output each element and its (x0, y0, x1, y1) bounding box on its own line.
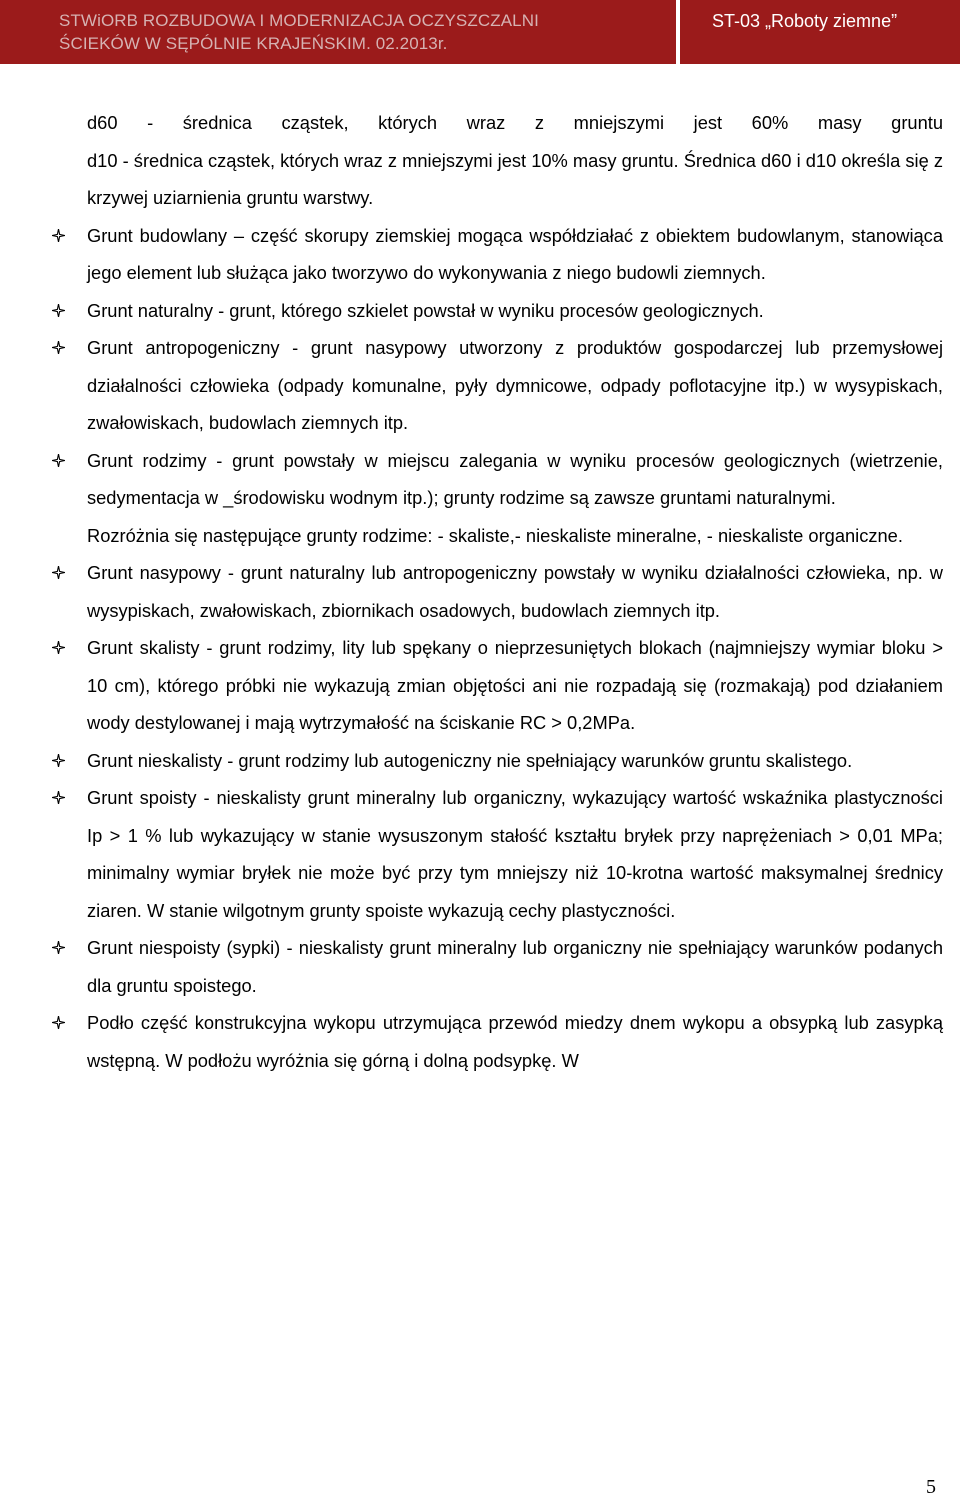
document-body (87, 104, 943, 1079)
definition-item (87, 554, 943, 629)
definition-text: Podło część konstrukcyjna wykopu utrzymująca przewód miedzy dnem wykopu a obsypką lub zasypką wstępną. W podłożu wyróżnia się górną i dolną podsypkę. W (87, 1012, 943, 1071)
header-title-line-2: ŚCIEKÓW W SĘPÓLNIE KRAJEŃSKIM. 02.2013r. (59, 34, 448, 53)
header-document-title (0, 0, 676, 64)
intro-paragraph-d10: d10 - średnica cząstek, których wraz z mniejszymi jest 10% masy gruntu. Średnica d60 i d10 określa się z krzywej uziarnienia gruntu warstwy. (87, 149, 943, 208)
diamond-star-bullet-icon (48, 929, 68, 967)
definition-text: Grunt spoisty - nieskalisty grunt mineralny lub organiczny, wykazujący wartość wskaźnika plastyczności Ip > 1 % lub wykazujący w stanie wysuszonym stałość kształtu bryłek przy naprężeniach > 0,01 MPa; minimalny wymiar bryłek nie może być przy tym mniejszy niż 10-krotna wartość maksymalnej średnicy ziaren. W stanie wilgotnym grunty spoiste wykazują cechy plastyczności. (87, 787, 943, 921)
intro-paragraph-d60: d60 - średnica cząstek, których wraz z mniejszymi jest 60% masy gruntu (87, 112, 943, 133)
diamond-star-bullet-icon (48, 1004, 68, 1042)
diamond-star-bullet-icon (48, 329, 68, 367)
definition-text: Grunt skalisty - grunt rodzimy, lity lub spękany o nieprzesuniętych blokach (najmniejszy wymiar bloku > 10 cm), którego próbki nie wykazują zmian objętości ani nie rozpadają się (rozmakają) pod działaniem wody destylowanej i mają wytrzymałość na ściskanie RC > 0,2MPa. (87, 637, 943, 733)
definition-text: Grunt budowlany – część skorupy ziemskiej mogąca współdziałać z obiektem budowlanym, stanowiąca jego element lub służąca jako tworzywo do wykonywania z niego budowli ziemnych. (87, 224, 943, 283)
definition-item (87, 742, 943, 780)
definition-text: Grunt nasypowy - grunt naturalny lub antropogeniczny powstały w wyniku działalności człowieka, np. w wysypiskach, zwałowiskach, zbiornikach osadowych, budowlach ziemnych itp. (87, 562, 943, 621)
definition-item (87, 929, 943, 1004)
diamond-star-bullet-icon (48, 554, 68, 592)
header-title-line-1: STWiORB ROZBUDOWA I MODERNIZACJA OCZYSZCZALNI (59, 11, 539, 30)
rodzime-types-note: Rozróżnia się następujące grunty rodzime: - skaliste,- nieskaliste mineralne, - nieskaliste organiczne. (87, 524, 903, 546)
page-number: 5 (926, 1476, 936, 1498)
header-section-label: ST-03 „Roboty ziemne” (680, 0, 960, 64)
definition-item (87, 329, 943, 442)
diamond-star-bullet-icon (48, 217, 68, 255)
diamond-star-bullet-icon (48, 742, 68, 780)
definition-item (87, 629, 943, 742)
definition-text: Grunt niespoisty (sypki) - nieskalisty grunt mineralny lub organiczny nie spełniający warunków podanych dla gruntu spoistego. (87, 937, 943, 996)
definition-item (87, 442, 943, 517)
definition-text: Grunt nieskalisty - grunt rodzimy lub autogeniczny nie spełniający warunków gruntu skalistego. (87, 749, 853, 771)
page-header (0, 0, 960, 64)
definition-text: Grunt rodzimy - grunt powstały w miejscu zalegania w wyniku procesów geologicznych (wietrzenie, sedymentacja w _środowisku wodnym itp.); grunty rodzime są zawsze gruntami naturalnymi. (87, 449, 943, 508)
diamond-star-bullet-icon (48, 292, 68, 330)
diamond-star-bullet-icon (48, 779, 68, 817)
definition-item (87, 217, 943, 292)
diamond-star-bullet-icon (48, 629, 68, 667)
definition-text: Grunt antropogeniczny - grunt nasypowy utworzony z produktów gospodarczej lub przemysłowej działalności człowieka (odpady komunalne, pyły dymnicowe, odpady poflotacyjne itp.) w wysypiskach, zwałowiskach, budowlach ziemnych itp. (87, 337, 943, 433)
definition-item (87, 292, 943, 330)
definition-item (87, 1004, 943, 1079)
definition-item (87, 779, 943, 929)
definition-text: Grunt naturalny - grunt, którego szkielet powstał w wyniku procesów geologicznych. (87, 299, 764, 321)
diamond-star-bullet-icon (48, 442, 68, 480)
